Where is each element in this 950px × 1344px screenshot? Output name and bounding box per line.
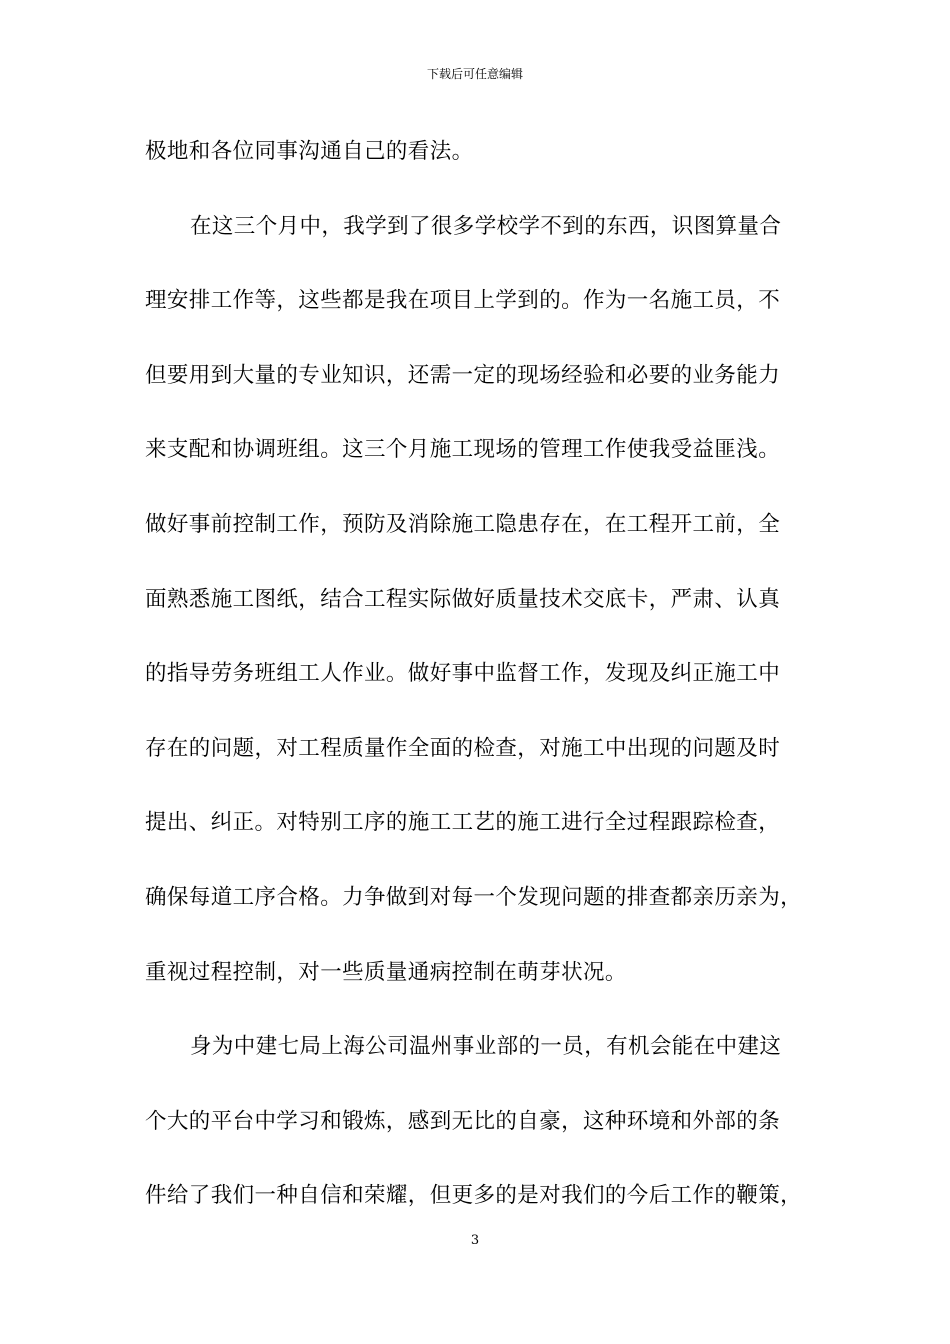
text-line: 极地和各位同事沟通自己的看法。	[145, 139, 474, 164]
paragraph-start-line: 在这三个月中，我学到了很多学校学不到的东西，识图算量合	[190, 213, 782, 239]
text-line: 存在的问题，对工程质量作全面的检查，对施工中出现的问题及时	[145, 735, 781, 761]
page-header: 下载后可任意编辑	[426, 67, 523, 81]
page-number: 3	[470, 1233, 480, 1248]
text-line: 提出、纠正。对特别工序的施工工艺的施工进行全过程跟踪检查，	[145, 810, 781, 836]
text-line: 做好事前控制工作，预防及消除施工隐患存在，在工程开工前，全	[145, 511, 781, 537]
document-body	[145, 132, 825, 1251]
paragraph-start-line: 身为中建七局上海公司温州事业部的一员，有机会能在中建这	[190, 1034, 782, 1060]
text-line: 重视过程控制，对一些质量通病控制在萌芽状况。	[145, 959, 627, 985]
text-line: 个大的平台中学习和锻炼，感到无比的自豪，这种环境和外部的条	[145, 1108, 781, 1134]
text-line: 的指导劳务班组工人作业。做好事中监督工作，发现及纠正施工中	[145, 661, 781, 687]
text-line: 面熟悉施工图纸，结合工程实际做好质量技术交底卡，严肃、认真	[145, 586, 781, 612]
text-line: 理安排工作等，这些都是我在项目上学到的。作为一名施工员，不	[145, 288, 781, 314]
text-line: 来支配和协调班组。这三个月施工现场的管理工作使我受益匪浅。	[145, 437, 781, 463]
text-line: 确保每道工序合格。力争做到对每一个发现问题的排查都亲历亲为，	[145, 884, 803, 910]
text-line: 但要用到大量的专业知识，还需一定的现场经验和必要的业务能力	[145, 362, 781, 388]
text-line: 件给了我们一种自信和荣耀，但更多的是对我们的今后工作的鞭策，	[145, 1183, 803, 1209]
